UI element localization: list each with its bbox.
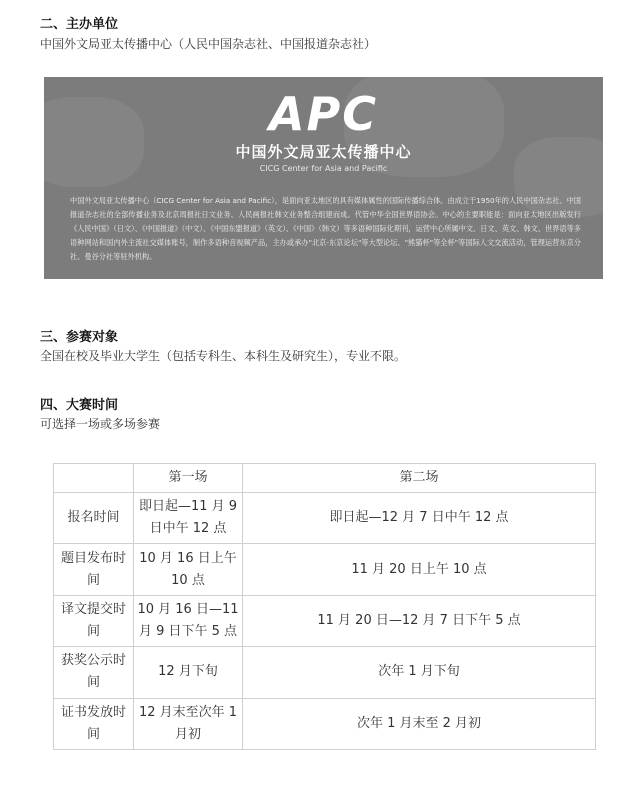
row-label: 报名时间 — [54, 493, 134, 544]
row-label: 译文提交时间 — [54, 595, 134, 646]
second-session-cell: 次年 1 月下旬 — [243, 647, 596, 698]
banner-title-en: CICG Center for Asia and Pacific — [259, 164, 388, 173]
banner-title-cn: 中国外文局亚太传播中心 — [235, 143, 412, 161]
table-row — [54, 595, 596, 646]
table-row — [54, 544, 596, 595]
second-session-cell: 即日起—12 月 7 日中午 12 点 — [243, 493, 596, 544]
first-session-cell: 12 月下旬 — [134, 647, 243, 698]
row-label: 获奖公示时间 — [54, 647, 134, 698]
apc-banner-image — [44, 77, 603, 279]
second-session-cell: 11 月 20 日—12 月 7 日下午 5 点 — [243, 595, 596, 646]
table-header-cell: 第二场 — [243, 464, 596, 493]
table-header-cell — [54, 464, 134, 493]
first-session-cell: 即日起—11 月 9 日中午 12 点 — [134, 493, 243, 544]
first-session-cell: 10 月 16 日—11 月 9 日下午 5 点 — [134, 595, 243, 646]
row-label: 题目发布时间 — [54, 544, 134, 595]
table-row — [54, 647, 596, 698]
time-text: 可选择一场或多场参赛 — [40, 417, 161, 431]
organizer-text: 中国外文局亚太传播中心（人民中国杂志社、中国报道杂志社） — [40, 37, 377, 51]
second-session-cell: 次年 1 月末至 2 月初 — [243, 698, 596, 749]
apc-logo-mark: APC — [268, 87, 379, 141]
row-label: 证书发放时间 — [54, 698, 134, 749]
section-heading-time: 四、大赛时间 — [40, 398, 119, 413]
participants-text: 全国在校及毕业大学生（包括专科生、本科生及研究生），专业不限。 — [40, 349, 407, 363]
table-header-cell: 第一场 — [134, 464, 243, 493]
schedule-table — [53, 463, 596, 750]
banner-description: 中国外文局亚太传播中心（CICG Center for Asia and Pacific），是面向亚太地区的具有媒体属性的国际传播综合体。由成立于1950年的人民中国杂志社、中国报道杂志社的全部传播业务及北京周报社日文业务、人民画报社韩文业务整合组建而成。代管中华全国世界语协会。中心的主要职能是：面向亚太地区出版发行《人民中国》（日文）、《中国报道》（中文）、《中国东盟报道》（英文）、《中国》（韩文）等多语种国际化期刊，运营中心所属中文、日文、英文、韩文、世界语等多语种网站和国内外主流社交媒体账号，制作多语种音视频产品，主办或承办"北京-东京论坛"等大型论坛、"熊猫杯"等全杯"等国际人文交流活动，管理运营东京分社、曼谷分社等驻外机构。 — [70, 196, 581, 261]
table-header-row — [54, 464, 596, 493]
table-row — [54, 493, 596, 544]
second-session-cell: 11 月 20 日上午 10 点 — [243, 544, 596, 595]
section-heading-organizer: 二、主办单位 — [40, 17, 119, 32]
apc-logo — [44, 87, 603, 173]
first-session-cell: 10 月 16 日上午 10 点 — [134, 544, 243, 595]
table-row — [54, 698, 596, 749]
section-heading-participants: 三、参赛对象 — [40, 330, 119, 345]
first-session-cell: 12 月末至次年 1 月初 — [134, 698, 243, 749]
